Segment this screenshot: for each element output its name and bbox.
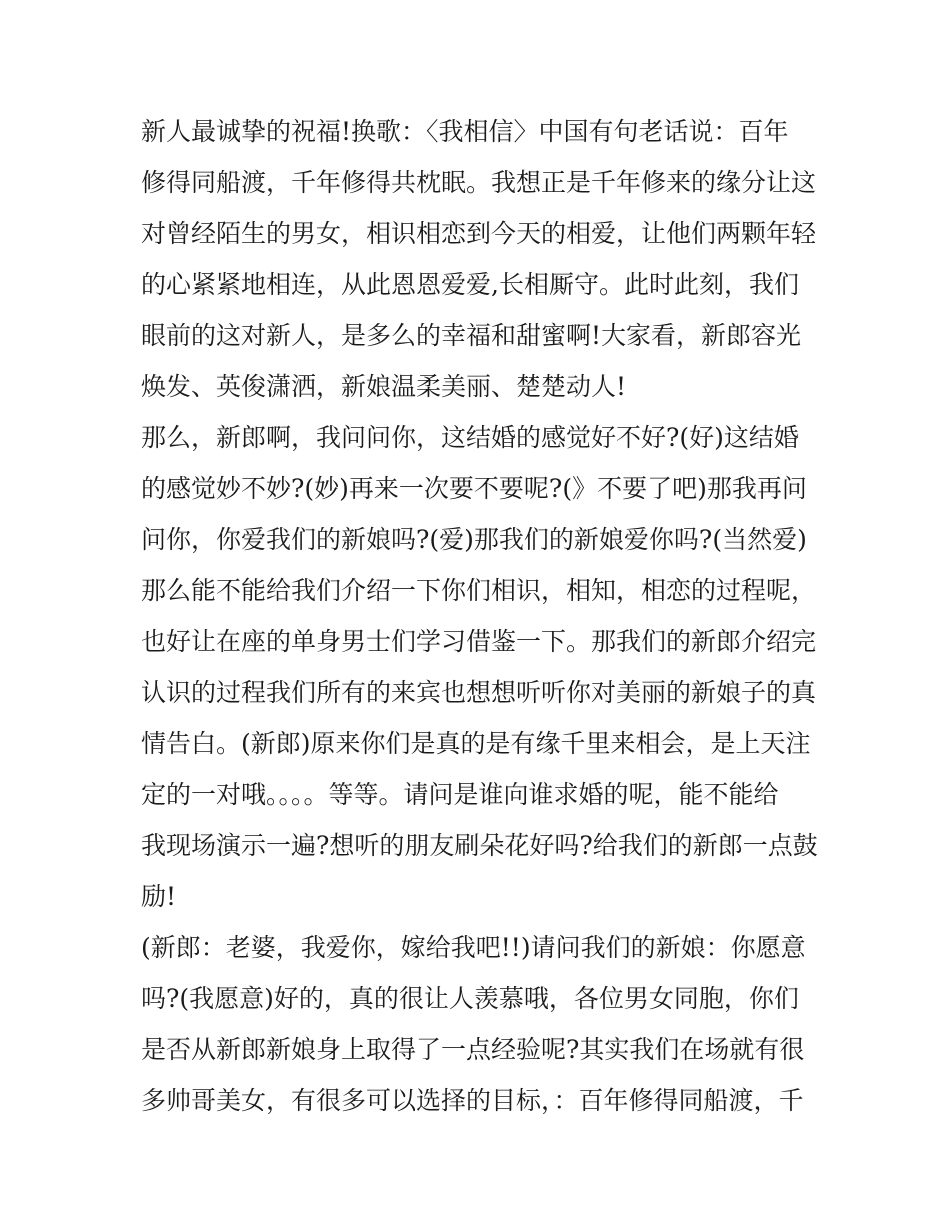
text-line: 励! [141,882,177,911]
text-line: 认识的过程我们所有的来宾也想想听听你对美丽的新娘子的真 [141,678,817,707]
text-line: 眼前的这对新人，是多么的幸福和甜蜜啊!大家看，新郎容光 [141,321,802,350]
document-body [141,106,821,1126]
text-line: 那么，新郎啊，我问问你，这结婚的感觉好不好?(好)这结婚 [141,423,799,452]
text-line: 吗?(我愿意)好的，真的很让人羡慕哦，各位男女同胞，你们 [141,984,799,1013]
text-line: 情告白。(新郎)原来你们是真的是有缘千里来相会，是上天注 [141,729,811,758]
text-line: 那么能不能给我们介绍一下你们相识，相知，相恋的过程呢， [141,576,817,605]
text-line: 也好让在座的单身男士们学习借鉴一下。那我们的新郎介绍完 [141,627,817,656]
text-line: 我现场演示一遍?想听的朋友刷朵花好吗?给我们的新郎一点鼓 [141,831,818,860]
text-line: 问你，你爱我们的新娘吗?(爱)那我们的新娘爱你吗?(当然爱) [141,525,807,554]
text-line: 多帅哥美女，有很多可以选择的目标，：百年修得同船渡，千 [141,1086,804,1115]
text-line: 焕发、英俊潇洒，新娘温柔美丽、楚楚动人! [141,372,627,401]
text-line: (新郎：老婆，我爱你，嫁给我吧!!)请问我们的新娘：你愿意 [141,933,806,962]
text-line: 对曾经陌生的男女，相识相恋到今天的相爱，让他们两颗年轻 [141,219,817,248]
text-line: 是否从新郎新娘身上取得了一点经验呢?其实我们在场就有很 [141,1035,805,1064]
text-line: 定的一对哦。。。。等等。请问是谁向谁求婚的呢，能不能给 [141,780,779,809]
text-line: 新人最诚挚的祝福!换歌：〈我相信〉中国有句老话说：百年 [141,117,789,146]
text-line: 的心紧紧地相连，从此恩恩爱爱,长相厮守。此时此刻，我们 [141,270,799,299]
text-line: 的感觉妙不妙?(妙)再来一次要不要呢?(》不要了吧)那我再问 [141,474,807,503]
text-line: 修得同船渡，千年修得共枕眠。我想正是千年修来的缘分让这 [141,168,817,197]
